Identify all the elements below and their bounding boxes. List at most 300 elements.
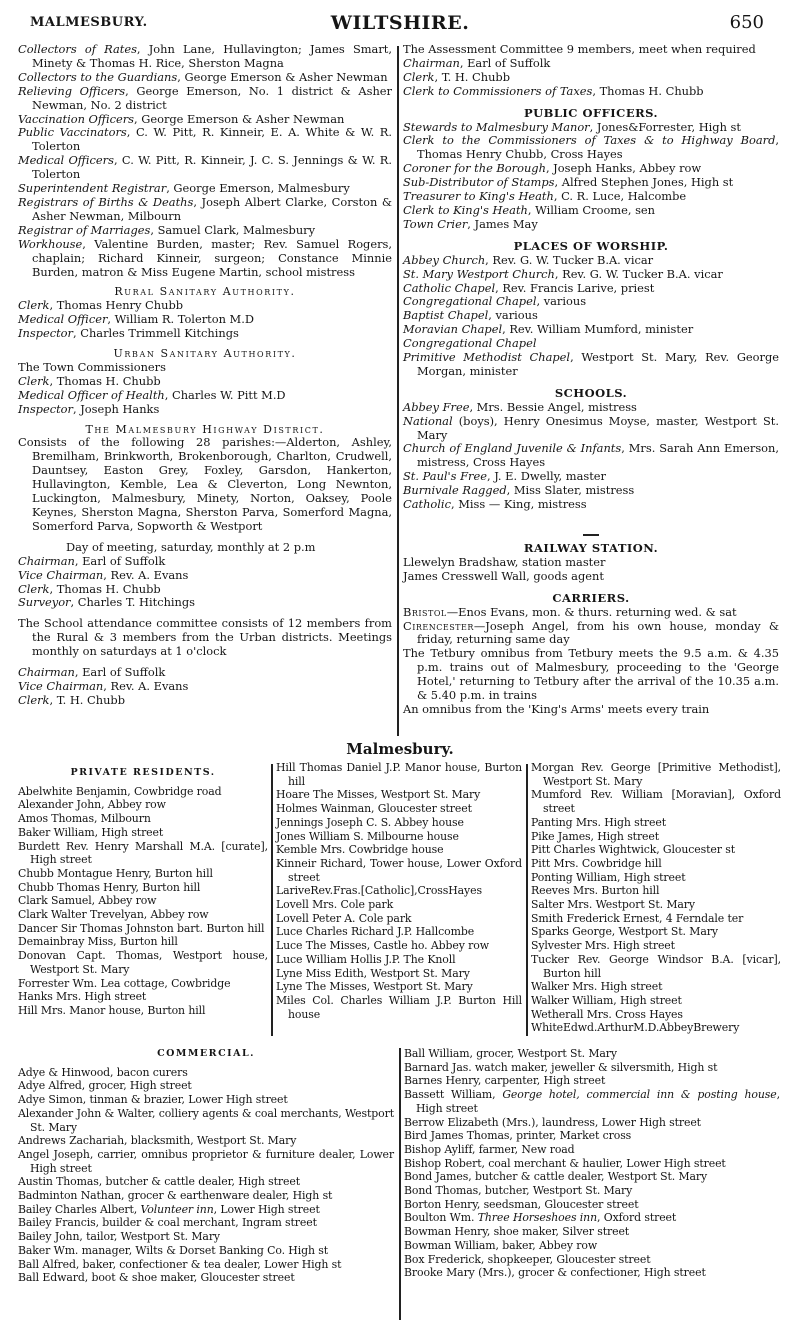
entry-label-italic: Abbey Church — [403, 252, 486, 267]
entry-label-italic: Collectors to the Guardians — [18, 69, 178, 84]
entry-text: Ponting William, High street — [531, 870, 686, 884]
entry-label-italic: Stewards to Malmesbury Manor — [403, 119, 590, 134]
entry-text: , Valentine Burden, master; Rev. Samuel Rogers, chaplain; Richard Kinneir, surgeon; Constance Minnie Burden, matron & Miss Eugene Martin, school mistress — [32, 236, 392, 279]
directory-entry — [403, 85, 779, 99]
entry-text: , Mrs. Sarah Ann Emerson, mistress, Cross Hayes — [417, 441, 779, 470]
directory-entry — [18, 812, 268, 826]
directory-entry — [531, 953, 781, 980]
entry-text: Berrow Elizabeth (Mrs.), laundress, Lower High street — [404, 1115, 701, 1129]
directory-entry — [18, 113, 392, 127]
entry-text: Alexander John, Abbey row — [18, 798, 166, 812]
directory-entry — [18, 224, 392, 238]
entry-label-italic: St. Paul's Free — [403, 469, 487, 484]
directory-entry — [18, 894, 268, 908]
entry-text: Jones William S. Milbourne house — [276, 829, 459, 843]
entry-text: Borton Henry, seedsman, Gloucester street — [404, 1197, 639, 1211]
directory-entry — [18, 299, 392, 313]
entry-text: , Rev. A. Evans — [103, 678, 189, 693]
directory-title: Malmesbury. — [346, 740, 454, 758]
entry-text: Ball Edward, boot & shoe maker, Gloucester street — [18, 1271, 295, 1285]
entry-text: Bird James Thomas, printer, Market cross — [404, 1129, 632, 1143]
entry-label-italic: Sub-Distributor of Stamps — [403, 175, 555, 190]
entry-text: Bowman Henry, shoe maker, Silver street — [404, 1225, 630, 1239]
directory-entry — [403, 351, 779, 379]
entry-text: , Thomas H. Chubb — [592, 83, 704, 98]
directory-entry — [276, 761, 522, 788]
entry-text: , T. H. Chubb — [434, 69, 511, 84]
entry-label-italic: Clerk to the Commissioners of Taxes & to Highway Board — [403, 133, 776, 148]
directory-entry — [18, 1216, 394, 1230]
entry-text: Lovell Mrs. Cole park — [276, 898, 394, 912]
directory-entry — [18, 327, 392, 341]
directory-entry — [18, 1079, 394, 1093]
entry-text: Dancer Sir Thomas Johnston bart. Burton hill — [18, 921, 265, 935]
directory-entry — [404, 1088, 780, 1115]
entry-text: Panting Mrs. High street — [531, 815, 666, 829]
entry-label-italic: Chairman — [18, 553, 75, 568]
entry-label-italic: Clerk — [18, 373, 50, 388]
entry-text: , William R. Tolerton M.D — [107, 312, 254, 327]
directory-entry — [531, 761, 781, 788]
entry-label-italic: Clerk — [18, 581, 50, 596]
entry-text: Bailey Charles Albert, — [18, 1202, 141, 1216]
directory-entry — [531, 871, 781, 885]
directory-entry — [531, 816, 781, 830]
entry-label-italic: Clerk — [18, 298, 50, 313]
entry-text: Llewelyn Bradshaw, station master — [403, 554, 606, 569]
entry-text: Alexander John & Walter, colliery agents & coal merchants, Westport St. Mary — [18, 1106, 394, 1134]
directory-entry — [18, 182, 392, 196]
section-heading: Urban Sanitary Authority. — [113, 347, 297, 361]
directory-entry — [276, 857, 522, 884]
entry-text: Ball Alfred, baker, confectioner & tea dealer, Lower High st — [18, 1257, 342, 1271]
directory-entry — [404, 1266, 780, 1280]
entry-text: An omnibus from the 'King's Arms' meets every train — [403, 701, 710, 716]
entry-text: , T. H. Chubb — [49, 692, 126, 707]
entry-text: , Thomas Henry Chubb — [49, 298, 184, 313]
entry-label-italic: Primitive Methodist Chapel — [403, 350, 571, 365]
directory-entry — [403, 204, 779, 218]
entry-label-italic: Catholic — [403, 497, 451, 512]
entry-text: Barnard Jas. watch maker, jeweller & silversmith, High st — [404, 1060, 718, 1074]
section-heading: Rural Sanitary Authority. — [114, 285, 296, 299]
entry-label-italic: Chairman — [18, 665, 75, 680]
commercial-column-right — [404, 1047, 780, 1280]
directory-entry — [403, 43, 779, 57]
entry-text: Bond James, butcher & cattle dealer, Westport St. Mary — [404, 1170, 708, 1184]
entry-text: Consists of the following 28 parishes:—Alderton, Ashley, Bremilham, Brinkworth, Brokenborough, Charlton, Crudwell, Dauntsey, Easton Grey, Foxley, Garsdon, Hankerton, Hullavington, Kemble, Lea & Cleverton, Long Newnton, Luckington, Malmesbury, Minety, Norton, Oaksey, Poole Keynes, Sherston Magna, Sherston Parva, Somerford Magna, Somerford Parva, Sopworth & Westport — [18, 435, 392, 533]
directory-entry — [404, 1253, 780, 1267]
entry-label-italic: Public Vaccinators — [18, 125, 127, 140]
directory-entry — [18, 935, 268, 949]
entry-label-italic: Burnivale Ragged — [403, 483, 507, 498]
directory-entry — [403, 121, 779, 135]
directory-entry — [403, 162, 779, 176]
entry-label-italic: Surveyor — [18, 595, 71, 610]
entry-label-italic: Congregational Chapel — [403, 336, 537, 351]
entry-text: Hoare The Misses, Westport St. Mary — [276, 788, 481, 802]
entry-text: Walker William, High street — [531, 993, 682, 1007]
entry-text: , Miss Slater, mistress — [506, 483, 635, 498]
entry-text: Sparks George, Westport St. Mary — [531, 925, 718, 939]
entry-text: Baker Wm. manager, Wilts & Dorset Banking Co. High st — [18, 1243, 329, 1257]
entry-label-italic: Inspector — [18, 326, 73, 341]
entry-text: Luce William Hollis J.P. The Knoll — [276, 952, 456, 966]
entry-text: Andrews Zachariah, blacksmith, Westport St. Mary — [18, 1134, 297, 1148]
entry-text: Baker William, High street — [18, 825, 164, 839]
entry-text: Tucker Rev. George Windsor B.A. [vicar], Burton hill — [531, 952, 781, 980]
entry-text: , William Croome, sen — [527, 202, 656, 217]
directory-entry — [18, 1066, 394, 1080]
entry-label-italic: Collectors of Rates — [18, 42, 137, 56]
directory-entry — [531, 925, 781, 939]
directory-entry — [276, 816, 522, 830]
directory-entry — [404, 1061, 780, 1075]
entry-text: , James May — [467, 216, 538, 231]
entry-text: —Enos Evans, mon. & thurs. returning wed. & sat — [446, 604, 737, 619]
directory-entry — [18, 126, 392, 154]
section-heading: PLACES OF WORSHIP. — [513, 238, 669, 253]
entry-text: , Charles T. Hitchings — [70, 595, 196, 610]
entry-text: Bond Thomas, butcher, Westport St. Mary — [404, 1184, 633, 1198]
running-head-county: WILTSHIRE. — [330, 12, 470, 34]
entry-label-italic: Congregational Chapel — [403, 294, 537, 309]
directory-entry — [403, 703, 779, 717]
entry-label-italic: St. Mary Westport Church — [403, 266, 555, 281]
directory-entry — [18, 826, 268, 840]
entry-text: Miles Col. Charles William J.P. Burton Hill house — [276, 993, 522, 1021]
directory-entry — [18, 1271, 394, 1285]
entry-text: Pitt Charles Wightwick, Gloucester st — [531, 843, 735, 857]
entry-text: Wetherall Mrs. Cross Hayes — [531, 1007, 683, 1021]
directory-entry — [403, 606, 779, 620]
directory-entry — [276, 898, 522, 912]
entry-label-italic: Catholic Chapel — [403, 280, 496, 295]
entry-text: Kemble Mrs. Cowbridge house — [276, 843, 444, 857]
entry-text: Hanks Mrs. High street — [18, 990, 147, 1004]
entry-text: , Miss — King, mistress — [450, 497, 587, 512]
entry-label-italic: Clerk to King's Heath — [403, 202, 528, 217]
entry-text: Badminton Nathan, grocer & earthenware dealer, High st — [18, 1189, 333, 1203]
entry-text: , Thomas H. Chubb — [49, 373, 161, 388]
entry-text: , Thomas H. Chubb — [49, 581, 161, 596]
directory-entry — [404, 1157, 780, 1171]
directory-entry — [276, 788, 522, 802]
directory-entry — [531, 994, 781, 1008]
directory-entry — [403, 176, 779, 190]
entry-text: Burdett Rev. Henry Marshall M.A. [curate], High street — [18, 839, 268, 867]
entry-label-italic: Chairman — [403, 55, 460, 70]
directory-entry — [403, 470, 779, 484]
entry-text: Boulton Wm. — [404, 1211, 478, 1225]
private-residents-column-1 — [18, 766, 268, 1018]
entry-text: Adye & Hinwood, bacon curers — [18, 1065, 188, 1079]
entry-text: Box Frederick, shopkeeper, Gloucester street — [404, 1252, 651, 1266]
entry-text: James Cresswell Wall, goods agent — [403, 568, 604, 583]
entry-text: The Assessment Committee 9 members, meet when required — [403, 42, 756, 56]
directory-entry — [403, 415, 779, 443]
directory-entry — [276, 953, 522, 967]
directory-entry — [404, 1143, 780, 1157]
entry-text: The Tetbury omnibus from Tetbury meets the 9.5 a.m. & 4.35 p.m. trains out of Malmesbury, proceeding to the 'George Hotel,' returning to Tetbury after the arrival of the 10.35 a.m. & 5.40 p.m. in trains — [403, 646, 779, 703]
directory-entry — [18, 908, 268, 922]
directory-entry — [403, 401, 779, 415]
section-heading: RAILWAY STATION. — [403, 534, 779, 556]
entry-label-italic: Clerk — [403, 69, 435, 84]
entry-text: Salter Mrs. Westport St. Mary — [531, 898, 695, 912]
entry-text: Bishop Ayliff, farmer, New road — [404, 1142, 575, 1156]
column-divider — [526, 764, 528, 1036]
directory-entry — [18, 617, 392, 659]
directory-entry — [403, 134, 779, 162]
entry-text: , J. E. Dwelly, master — [486, 469, 606, 484]
entry-text: , Rev. G. W. Tucker B.A. vicar — [485, 252, 654, 267]
directory-entry — [403, 556, 779, 570]
running-head-town: MALMESBURY. — [30, 15, 148, 30]
directory-entry — [18, 798, 268, 812]
entry-label-italic: Workhouse — [18, 236, 83, 251]
private-residents-column-2 — [276, 761, 522, 1021]
directory-entry — [531, 912, 781, 926]
directory-entry — [18, 666, 392, 680]
directory-entry — [276, 980, 522, 994]
directory-entry — [404, 1211, 780, 1225]
directory-entry — [276, 925, 522, 939]
entry-text: Reeves Mrs. Burton hill — [531, 884, 660, 898]
entry-text: , Thomas Henry Chubb, Cross Hayes — [417, 133, 779, 162]
directory-entry — [18, 1203, 394, 1217]
directory-entry — [18, 1134, 394, 1148]
directory-entry — [276, 843, 522, 857]
entry-label-italic: Registrar of Marriages — [18, 222, 151, 237]
entry-label-italic: Medical Officers — [18, 153, 114, 168]
entry-text: , Rev. A. Evans — [103, 567, 189, 582]
column-divider — [271, 764, 273, 1036]
directory-entry — [18, 1107, 394, 1134]
entry-text: Barnes Henry, carpenter, High street — [404, 1074, 606, 1088]
entry-text: , C. W. Pitt, R. Kinneir, J. C. S. Jennings & W. R. Tolerton — [32, 153, 392, 182]
directory-entry — [276, 939, 522, 953]
directory-entry — [403, 337, 779, 351]
directory-entry — [403, 570, 779, 584]
entry-label-italic: Vaccination Officers — [18, 111, 134, 126]
directory-entry — [404, 1225, 780, 1239]
directory-entry — [531, 939, 781, 953]
section-heading: COMMERCIAL. — [157, 1048, 255, 1059]
entry-label-italic: Superintendent Registrar — [18, 181, 167, 196]
entry-text: , Earl of Suffolk — [459, 55, 551, 70]
directory-entry — [531, 1021, 781, 1035]
entry-text: Pitt Mrs. Cowbridge hill — [531, 856, 662, 870]
entry-label-italic: Baptist Chapel — [403, 308, 489, 323]
entry-text: Luce Charles Richard J.P. Hallcombe — [276, 925, 475, 939]
entry-text: Adye Alfred, grocer, High street — [18, 1079, 192, 1093]
directory-entry — [404, 1047, 780, 1061]
entry-text: LariveRev.Fras.[Catholic],CrossHayes — [276, 884, 482, 898]
directory-entry — [403, 309, 779, 323]
entry-label-italic: Moravian Chapel — [403, 322, 503, 337]
directory-entry — [18, 977, 268, 991]
directory-entry — [18, 555, 392, 569]
entry-text: The Town Commissioners — [18, 359, 166, 374]
entry-text: Luce The Misses, Castle ho. Abbey row — [276, 939, 489, 953]
entry-label-italic: Coroner for the Borough — [403, 161, 546, 176]
entry-text: , George Emerson & Asher Newman — [177, 69, 388, 84]
entry-text: , John Lane, Hullavington; James Smart, Minety & Thomas H. Rice, Sherston Magna — [32, 42, 392, 70]
entry-label-italic: Church of England Juvenile & Infants — [403, 441, 622, 456]
entry-text: Sylvester Mrs. High street — [531, 939, 675, 953]
entry-label-italic: National — [403, 413, 453, 428]
directory-entry — [18, 1258, 394, 1272]
directory-entry — [18, 1244, 394, 1258]
entry-text: Hill Thomas Daniel J.P. Manor house, Burton hill — [276, 761, 522, 788]
directory-entry — [403, 295, 779, 309]
directory-entry — [18, 389, 392, 403]
entry-text: , Oxford street — [597, 1211, 677, 1225]
entry-text: , various — [488, 308, 538, 323]
directory-entry — [18, 569, 392, 583]
directory-entry — [18, 71, 392, 85]
entry-text: Bailey Francis, builder & coal merchant, Ingram street — [18, 1216, 317, 1230]
entry-text: Morgan Rev. George [Primitive Methodist], Westport St. Mary — [531, 761, 781, 788]
directory-entry — [18, 990, 268, 1004]
entry-label-italic: Vice Chairman — [18, 567, 104, 582]
directory-entry — [18, 1093, 394, 1107]
entry-text: Donovan Capt. Thomas, Westport house, Westport St. Mary — [18, 949, 268, 976]
directory-entry — [403, 268, 779, 282]
directory-entry — [18, 1230, 394, 1244]
directory-entry — [18, 313, 392, 327]
directory-entry — [18, 694, 392, 708]
entry-label-italic: Relieving Officers — [18, 83, 126, 98]
directory-entry — [276, 830, 522, 844]
entry-text: Bassett William, — [404, 1088, 503, 1102]
entry-text: , Earl of Suffolk — [74, 665, 166, 680]
private-residents-column-3 — [531, 761, 781, 1035]
directory-entry — [18, 154, 392, 182]
officials-column-left — [18, 43, 392, 708]
directory-entry — [18, 1148, 394, 1175]
directory-entry — [18, 922, 268, 936]
directory-entry — [531, 898, 781, 912]
entry-text: , Lower High street — [213, 1202, 320, 1216]
directory-entry — [18, 949, 268, 976]
directory-entry — [18, 785, 268, 799]
entry-text: Clark Walter Trevelyan, Abbey row — [18, 908, 209, 922]
directory-entry — [531, 857, 781, 871]
entry-text: Lyne The Misses, Westport St. Mary — [276, 980, 473, 994]
entry-text: Mumford Rev. William [Moravian], Oxford street — [531, 788, 781, 816]
entry-text: Chubb Montague Henry, Burton hill — [18, 866, 213, 880]
entry-text: Angel Joseph, carrier, omnibus proprietor & furniture dealer, Lower High street — [18, 1147, 394, 1175]
entry-label-italic: Registrars of Births & Deaths — [18, 194, 194, 209]
directory-entry — [403, 498, 779, 512]
directory-entry — [531, 843, 781, 857]
directory-entry — [403, 620, 779, 648]
entry-text: , Samuel Clark, Malmesbury — [150, 222, 316, 237]
entry-text: , George Emerson, No. 1 district & Asher Newman, No. 2 district — [32, 83, 392, 112]
entry-text: , George Emerson, Malmesbury — [166, 181, 350, 196]
entry-text: Ball William, grocer, Westport St. Mary — [404, 1047, 617, 1060]
directory-entry — [403, 484, 779, 498]
directory-entry — [404, 1129, 780, 1143]
directory-entry — [531, 980, 781, 994]
entry-text: , High street — [416, 1088, 781, 1115]
entry-text: (boys), Henry Onesimus Moyse, master, Westport St. Mary — [417, 413, 779, 442]
directory-entry — [531, 830, 781, 844]
entry-text: , Westport St. Mary, Rev. George Morgan, minister — [417, 350, 780, 378]
entry-text: , Joseph Hanks — [72, 401, 160, 416]
entry-label-italic: George hotel, commercial inn & posting house — [502, 1088, 777, 1102]
directory-entry — [404, 1170, 780, 1184]
directory-entry — [18, 1175, 394, 1189]
entry-label-smallcaps: Bristol — [403, 604, 447, 619]
entry-text: , Mrs. Bessie Angel, mistress — [469, 399, 637, 414]
entry-text: , Rev. Francis Larive, priest — [495, 280, 655, 295]
directory-entry — [403, 254, 779, 268]
entry-text: , various — [536, 294, 587, 309]
section-heading: CARRIERS. — [552, 590, 630, 605]
directory-entry — [276, 912, 522, 926]
directory-entry — [18, 680, 392, 694]
entry-text: Jennings Joseph C. S. Abbey house — [276, 815, 464, 829]
entry-text: Bailey John, tailor, Westport St. Mary — [18, 1230, 220, 1244]
directory-entry — [18, 238, 392, 280]
entry-text: Bishop Robert, coal merchant & haulier, Lower High street — [404, 1156, 726, 1170]
directory-entry — [404, 1198, 780, 1212]
entry-text: , C. W. Pitt, R. Kinneir, E. A. White & W. R. Tolerton — [32, 125, 392, 154]
entry-text: Holmes Wainman, Gloucester street — [276, 802, 472, 816]
directory-entry — [18, 436, 392, 533]
entry-text: Austin Thomas, butcher & cattle dealer, High street — [18, 1175, 300, 1189]
entry-text: , Charles W. Pitt M.D — [164, 387, 286, 402]
directory-entry — [403, 57, 779, 71]
directory-entry — [276, 994, 522, 1021]
entry-text: , Joseph Hanks, Abbey row — [545, 161, 702, 176]
directory-entry — [403, 190, 779, 204]
directory-entry — [18, 867, 268, 881]
directory-entry — [403, 323, 779, 337]
entry-text: Demainbray Miss, Burton hill — [18, 935, 178, 949]
directory-entry — [403, 71, 779, 85]
directory-entry — [276, 802, 522, 816]
directory-entry — [531, 1008, 781, 1022]
entry-text: Smith Frederick Ernest, 4 Ferndale ter — [531, 911, 744, 925]
directory-entry — [18, 196, 392, 224]
entry-text: , Joseph Albert Clarke, Corston & Asher Newman, Milbourn — [32, 194, 393, 223]
entry-text: Kinneir Richard, Tower house, Lower Oxford street — [276, 856, 522, 884]
directory-entry — [531, 788, 781, 815]
directory-entry — [403, 282, 779, 296]
commercial-column-left — [18, 1047, 394, 1285]
entry-label-italic: Medical Officer — [18, 312, 108, 327]
entry-label-italic: Treasurer to King's Heath — [403, 189, 554, 204]
entry-text: Bowman William, baker, Abbey row — [404, 1238, 598, 1252]
directory-entry — [404, 1184, 780, 1198]
entry-text: Clark Samuel, Abbey row — [18, 894, 157, 908]
section-heading: PUBLIC OFFICERS. — [523, 105, 659, 120]
entry-text: Pike James, High street — [531, 829, 660, 843]
column-divider — [397, 46, 399, 736]
directory-entry — [404, 1074, 780, 1088]
directory-entry — [18, 403, 392, 417]
directory-entry — [18, 1189, 394, 1203]
entry-label-italic: Inspector — [18, 401, 73, 416]
directory-entry — [276, 884, 522, 898]
section-heading: SCHOOLS. — [554, 385, 628, 400]
directory-entry — [276, 967, 522, 981]
entry-text: , Jones&Forrester, High st — [589, 119, 741, 134]
